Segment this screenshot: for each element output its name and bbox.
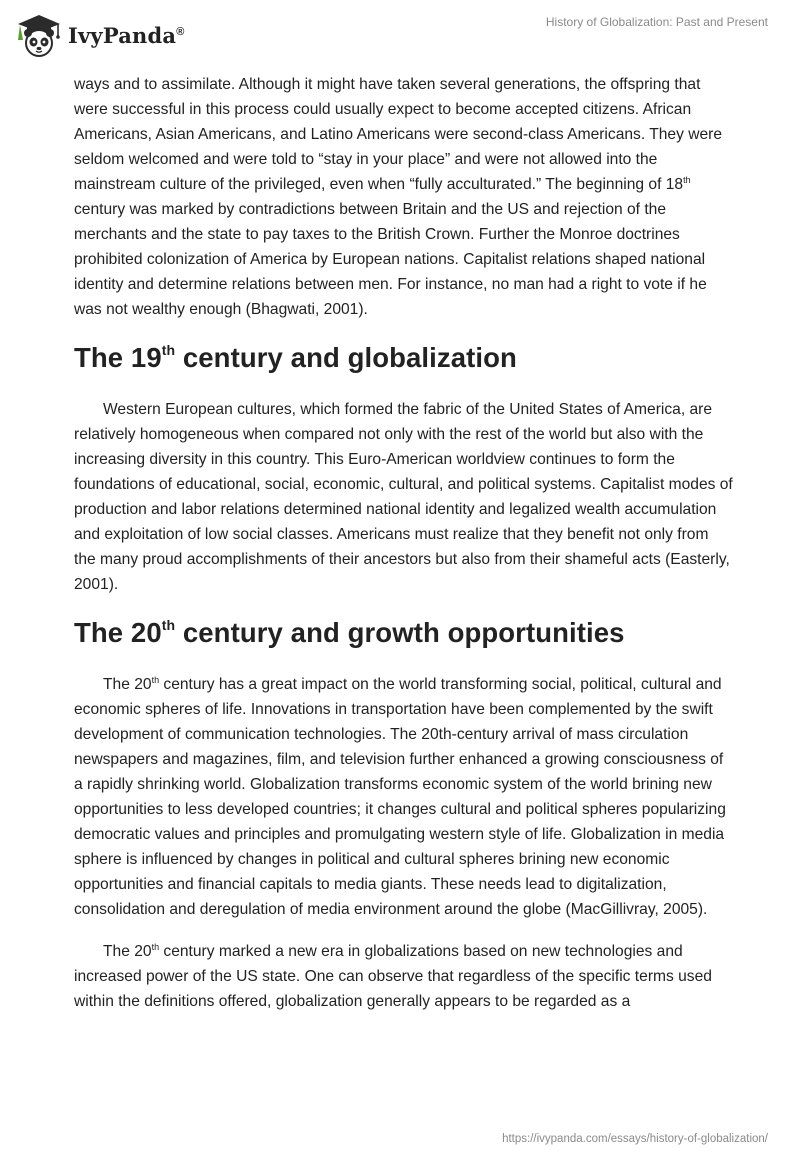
essay-content [74, 72, 734, 1031]
section-heading-19th-century: The 19th century and globalization [74, 342, 517, 373]
document-title: History of Globalization: Past and Present [545, 15, 768, 29]
section-heading-20th-century: The 20th century and growth opportunities [74, 617, 625, 648]
page-header [0, 0, 800, 70]
paragraph-4: The 20th century marked a new era in globalizations based on new technologies and increased power of the US state. One can observe that regardless of the specific terms used within the definitions offered, globalization generally appears to be regarded as a [74, 942, 712, 1010]
source-url[interactable]: https://ivypanda.com/essays/history-of-globalization/ [502, 1133, 768, 1145]
paragraph-3: The 20th century has a great impact on the world transforming social, political, cultural and economic spheres of life. Innovations in transportation have been complemented by the swift development of communication technologies. The 20th-century arrival of mass circulation newspapers and magazines, film, and television further enhanced a growing consciousness of a rapidly shrinking world. Globalization transforms economic system of the world brining new opportunities to less developed countries; it changes cultural and political spheres popularizing democratic values and principles and promulgating western style of life. Globalization in media sphere is influenced by changes in political and cultural spheres brining new economic opportunities and financial capitals to media giants. These needs lead to digitalization, consolidation and deregulation of media environment around the globe (MacGillivray, 2005). [74, 675, 726, 918]
logo-wordmark: IvyPanda® [68, 22, 185, 48]
paragraph-1: ways and to assimilate. Although it might have taken several generations, the offspring that were successful in this process could usually expect to become accepted citizens. African Americans, Asian Americans, and Latino Americans were second-class Americans. They were seldom welcomed and were told to “stay in your place” and were not allowed into the mainstream culture of the privileged, even when “fully acculturated.” The beginning of 18th century was marked by contradictions between Britain and the US and rejection of the merchants and the state to pay taxes to the British Crown. Further the Monroe doctrines prohibited colonization of America by European nations. Capitalist relations shaped national identity and determine relations between men. For instance, no man had a right to vote if he was not wealthy enough (Bhagwati, 2001). [74, 76, 723, 318]
panda-graduation-cap-icon [14, 10, 64, 60]
ivypanda-logo[interactable] [14, 10, 185, 60]
paragraph-2: Western European cultures, which formed the fabric of the United States of America, are relatively homogeneous when compared not only with the rest of the world but also with the increasing diversity in this country. This Euro-American worldview continues to form the foundations of educational, social, economic, cultural, and political systems. Capitalist modes of production and labor relations determined national identity and legalized wealth accumulation and exploitation of low social classes. Americans must realize that they benefit not only from the many proud accomplishments of their ancestors but also from their shameful acts (Easterly, 2001). [74, 401, 733, 593]
